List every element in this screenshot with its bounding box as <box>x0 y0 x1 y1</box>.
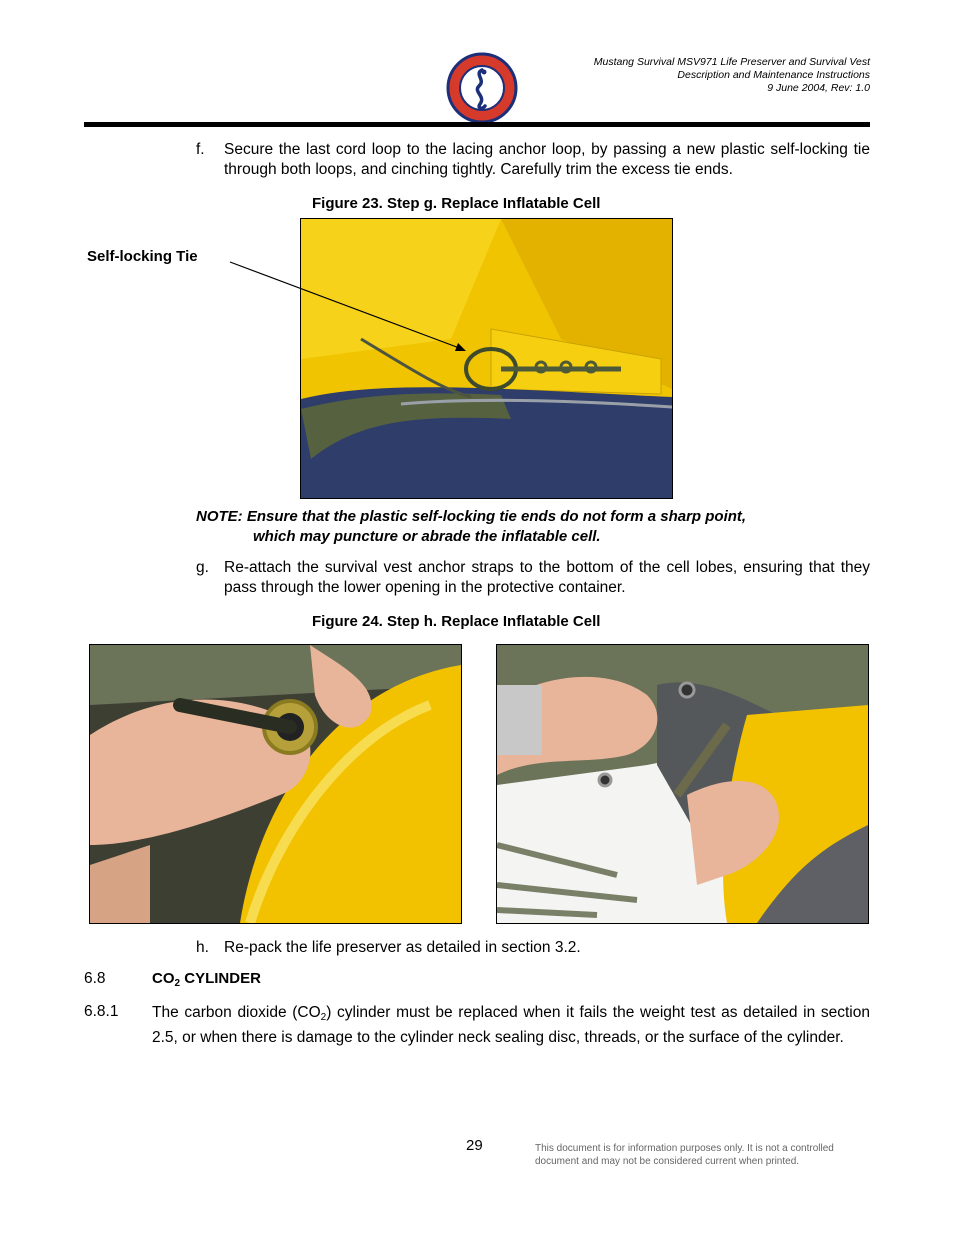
subsection-text-part-a: The carbon dioxide (CO <box>152 1004 321 1021</box>
disclaimer-line-2: document and may not be considered current when printed. <box>535 1156 800 1167</box>
header-line-description: Description and Maintenance Instructions <box>677 69 870 81</box>
subsection-number: 6.8.1 <box>84 1003 119 1020</box>
step-f-marker: f. <box>196 141 205 158</box>
header-line-title: Mustang Survival MSV971 Life Preserver and Survival Vest <box>593 56 870 68</box>
section-title-prefix: CO <box>152 970 175 987</box>
figure-24-photo-left <box>89 644 462 924</box>
step-g-text: Re-attach the survival vest anchor straps to the bottom of the cell lobes, ensuring that they pass through the lower opening in the protective container. <box>224 559 870 596</box>
header-line-revision: 9 June 2004, Rev: 1.0 <box>767 82 870 94</box>
note-line-2: which may puncture or abrade the inflatable cell. <box>253 528 601 545</box>
figure-23-caption: Figure 23. Step g. Replace Inflatable Cell <box>312 195 601 212</box>
step-h-text: Re-pack the life preserver as detailed in section 3.2. <box>224 939 581 956</box>
step-g-marker: g. <box>196 559 209 576</box>
figure-24-photo-right <box>496 644 869 924</box>
section-title-suffix: CYLINDER <box>180 970 261 987</box>
disclaimer-line-1: This document is for information purposes only. It is not a controlled <box>535 1143 834 1154</box>
subsection-text-part-b: ) cylinder must be replaced when it fails the weight test as detailed in section 2.5, or when there is damage to the cylinder neck sealing disc, threads, or the surface of the cylinder. <box>152 1004 870 1046</box>
step-f-text: Secure the last cord loop to the lacing anchor loop, by passing a new plastic self-locking tie through both loops, and cinching tightly. Carefully trim the excess tie ends. <box>224 141 870 178</box>
footer-disclaimer <box>535 1142 834 1168</box>
section-number: 6.8 <box>84 970 106 987</box>
subsection-text-subscript: 2 <box>320 1012 327 1023</box>
self-locking-tie-callout: Self-locking Tie <box>87 248 198 265</box>
note-line-1: NOTE: Ensure that the plastic self-locking tie ends do not form a sharp point, <box>196 508 747 525</box>
page-number: 29 <box>466 1137 483 1154</box>
step-h-marker: h. <box>196 939 209 956</box>
section-title-subscript: 2 <box>174 978 181 989</box>
subsection-text <box>152 1003 870 1048</box>
section-title <box>152 970 261 989</box>
figure-24-caption: Figure 24. Step h. Replace Inflatable Cell <box>312 613 601 630</box>
